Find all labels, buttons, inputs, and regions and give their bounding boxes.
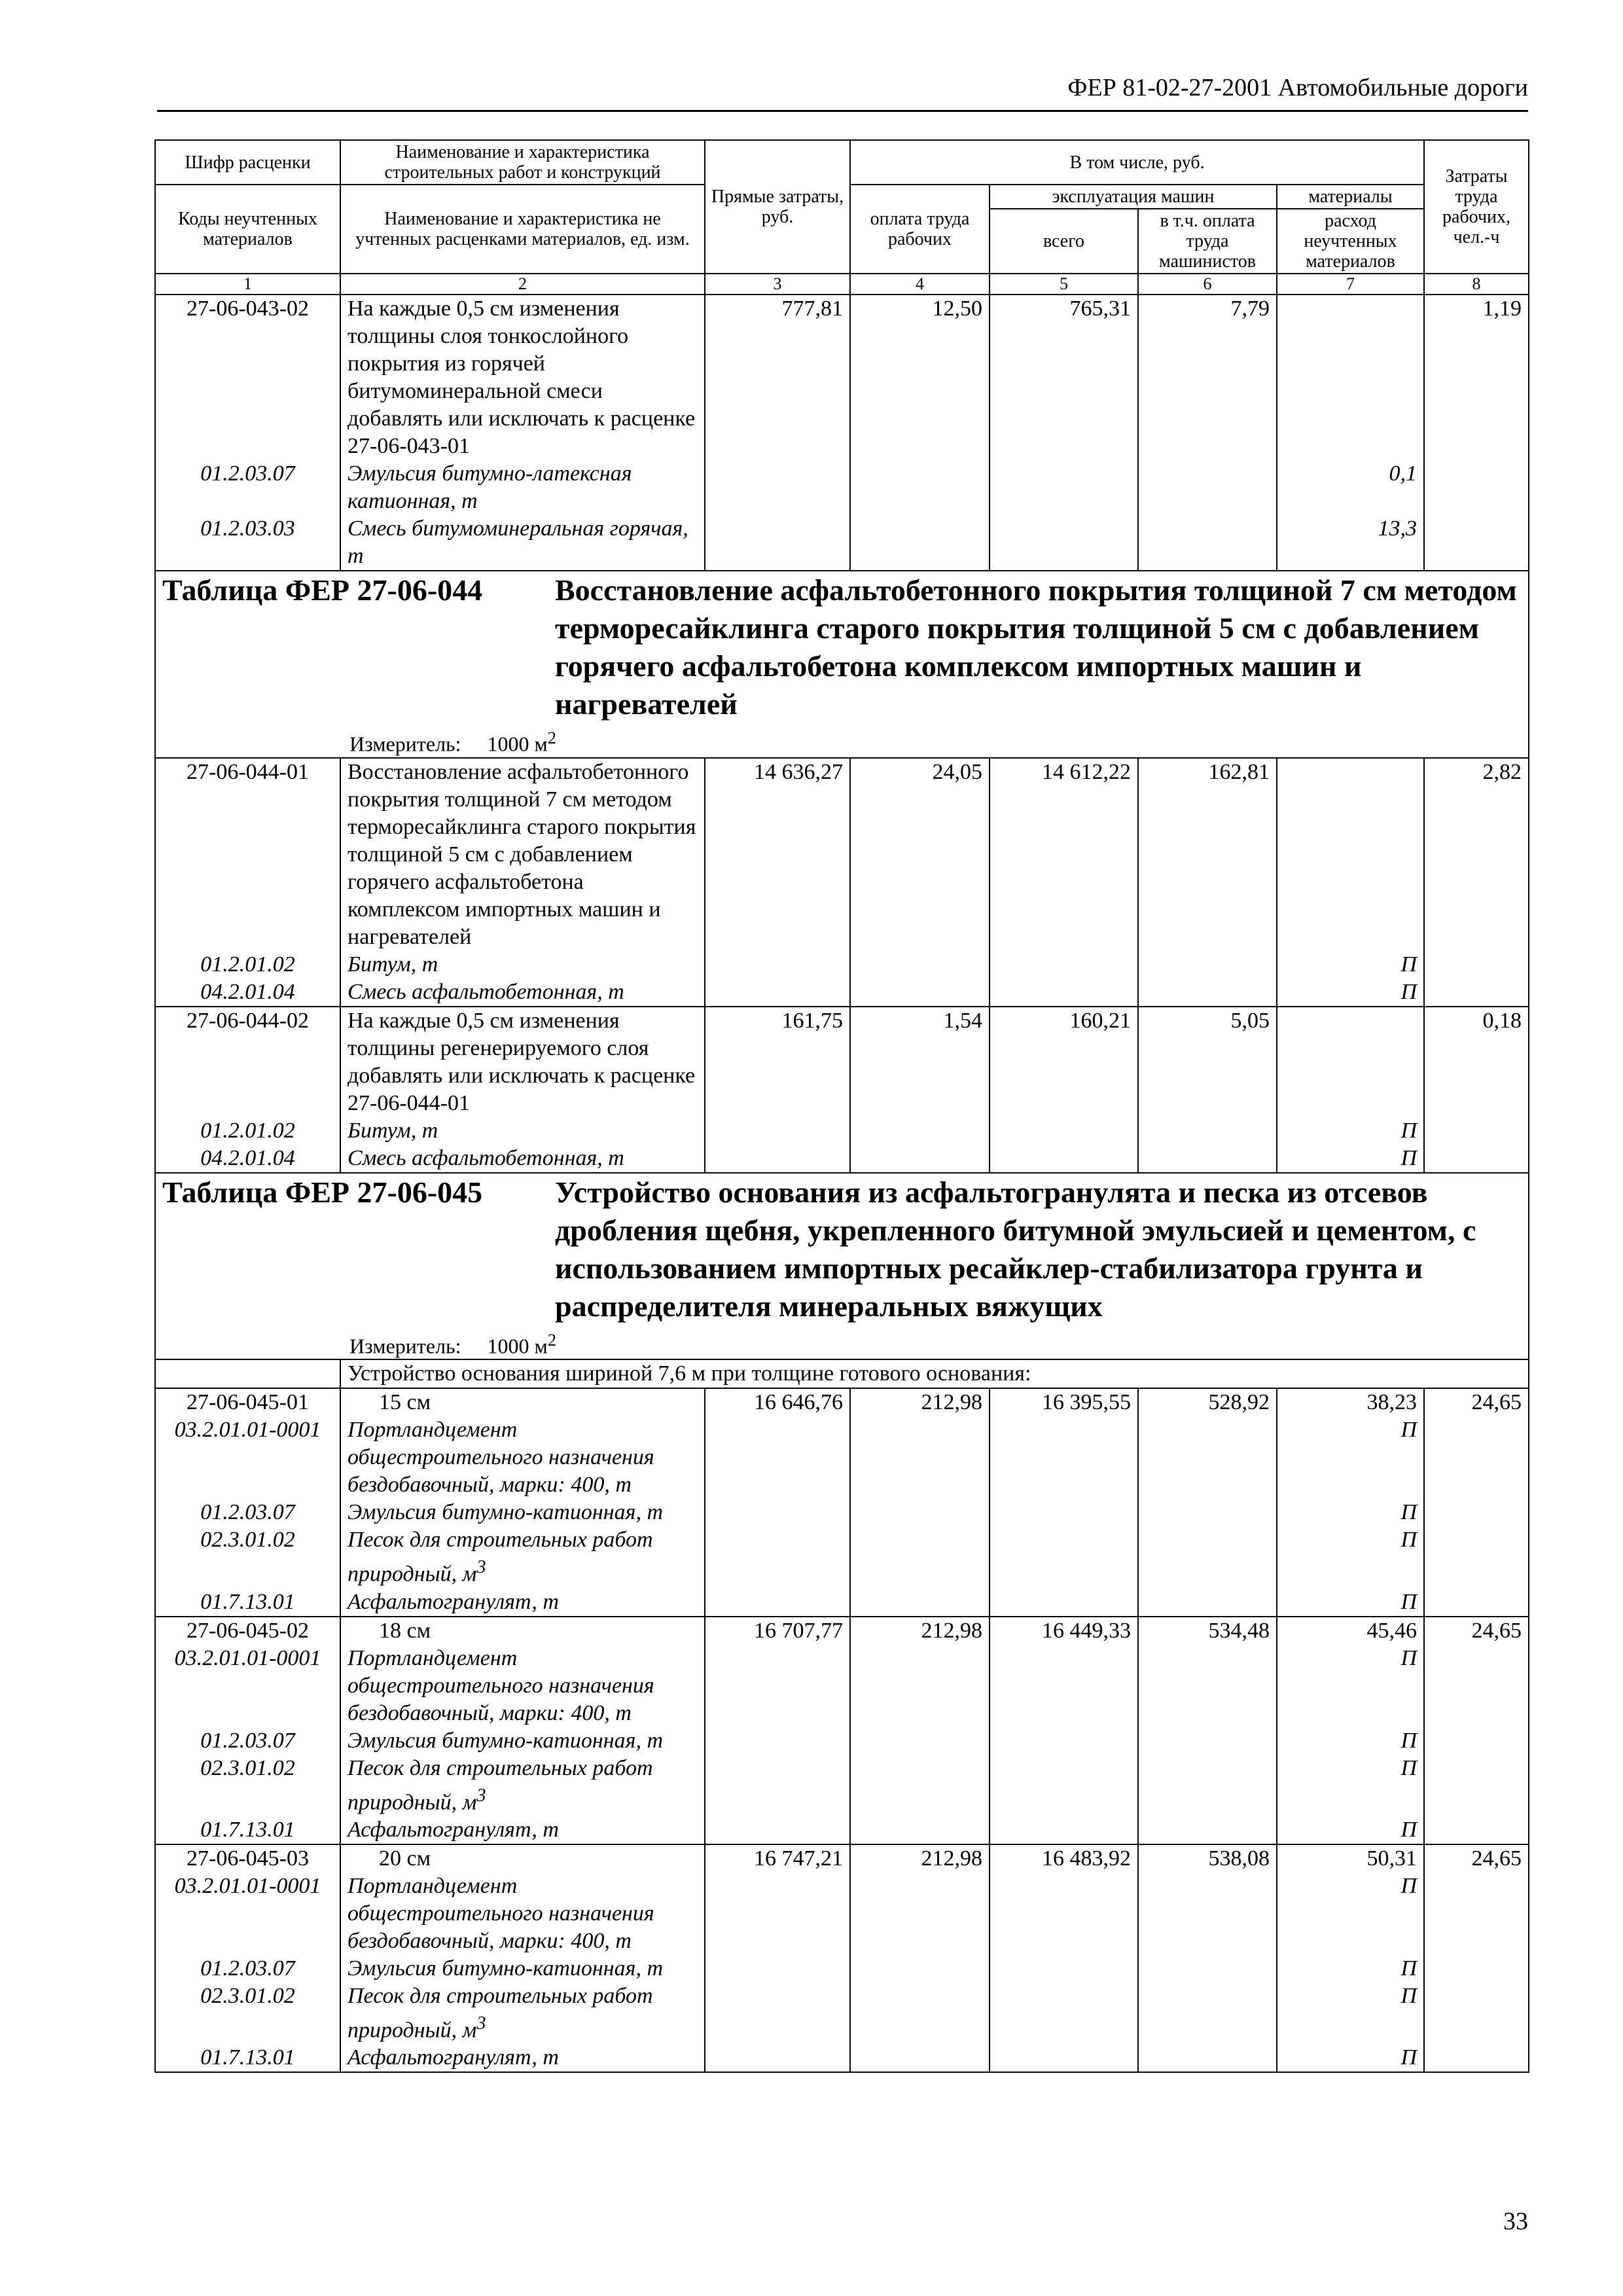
rate-code: 27-06-044-02 (155, 1007, 340, 1117)
material-name: Смесь асфальтобетонная, т (340, 978, 705, 1007)
unit-sup: 3 (476, 2013, 486, 2034)
material-row (155, 2044, 1529, 2072)
direct-cost: 777,81 (705, 295, 850, 460)
material-name: Асфальтогранулят, т (340, 1588, 705, 1617)
material-code: 01.2.01.02 (155, 1117, 340, 1145)
material-qty: П (1277, 1727, 1424, 1755)
machinist-cost: 534,48 (1138, 1617, 1277, 1645)
material-name: Смесь асфальтобетонная, т (340, 1145, 705, 1173)
unit-sup: 3 (476, 1557, 486, 1578)
measure-sup: 2 (547, 1329, 557, 1350)
material-row (155, 1117, 1529, 1145)
material-row (155, 951, 1529, 978)
material-qty: 13,3 (1277, 515, 1424, 571)
material-name: Портландцемент общестроительного назначения бездобавочный, марки: 400, т (340, 1645, 705, 1727)
direct-cost: 16 707,77 (705, 1617, 850, 1645)
material-name: Эмульсия битумно-катионная, т (340, 1499, 705, 1526)
material-name-text: Песок для строительных работ природный, м (348, 1528, 653, 1587)
col-number: 4 (850, 274, 990, 295)
material-code: 03.2.01.01-0001 (155, 1645, 340, 1727)
direct-cost: 16 646,76 (705, 1388, 850, 1416)
material-qty: 0,1 (1277, 460, 1424, 515)
material-qty: П (1277, 1755, 1424, 1816)
material-code: 01.2.03.03 (155, 515, 340, 571)
col-number: 3 (705, 274, 850, 295)
material-code: 01.7.13.01 (155, 2044, 340, 2072)
material-cost (1277, 295, 1424, 460)
measure-sup: 2 (547, 728, 557, 747)
material-qty: П (1277, 1416, 1424, 1499)
material-row (155, 460, 1529, 515)
machine-cost: 16 483,92 (990, 1844, 1138, 1873)
material-qty: П (1277, 1816, 1424, 1844)
page-number: 33 (1503, 2208, 1528, 2235)
material-code: 04.2.01.04 (155, 1145, 340, 1173)
running-header (157, 65, 1528, 112)
col-hours-header: Затраты труда рабочих, чел.-ч (1424, 140, 1529, 274)
rate-code: 27-06-045-02 (155, 1617, 340, 1645)
material-row (155, 978, 1529, 1007)
rate-row (155, 758, 1529, 951)
material-qty: П (1277, 1955, 1424, 1982)
rate-code: 27-06-045-03 (155, 1844, 340, 1873)
measure-value: 1000 м (487, 1334, 548, 1358)
material-name: Асфальтогранулят, т (340, 2044, 705, 2072)
material-qty: П (1277, 951, 1424, 978)
material-code: 04.2.01.04 (155, 978, 340, 1007)
material-code: 01.7.13.01 (155, 1816, 340, 1844)
material-name (340, 1526, 705, 1588)
labor-hours: 24,65 (1424, 1844, 1529, 1873)
material-name: Эмульсия битумно-катионная, т (340, 1955, 705, 1982)
table-header (155, 140, 1529, 295)
rate-row (155, 1007, 1529, 1117)
labor-hours: 1,19 (1424, 295, 1529, 460)
material-code: 02.3.01.02 (155, 1755, 340, 1816)
rate-row (155, 295, 1529, 460)
section-label: Таблица ФЕР 27-06-044 (162, 573, 483, 607)
material-qty: П (1277, 1499, 1424, 1526)
material-row (155, 1526, 1529, 1588)
material-row (155, 1816, 1529, 1844)
col-number: 6 (1138, 274, 1277, 295)
rate-code: 27-06-043-02 (155, 295, 340, 460)
material-qty: П (1277, 978, 1424, 1007)
col-code-header: Шифр расценки (155, 140, 340, 185)
labor-cost: 1,54 (850, 1007, 990, 1117)
material-name: Эмульсия битумно-катионная, т (340, 1727, 705, 1755)
machinist-cost: 528,92 (1138, 1388, 1277, 1416)
material-name (340, 1755, 705, 1816)
material-code: 01.2.01.02 (155, 951, 340, 978)
material-code: 02.3.01.02 (155, 1526, 340, 1588)
col-mach-group-header: эксплуатация машин (990, 185, 1277, 209)
section-label: Таблица ФЕР 27-06-045 (162, 1175, 483, 1209)
rate-row (155, 1388, 1529, 1416)
rate-name: 18 см (340, 1617, 705, 1645)
machine-cost: 14 612,22 (990, 758, 1138, 951)
col-mat-group-header: материалы (1277, 185, 1424, 209)
rate-row (155, 1617, 1529, 1645)
rate-code: 27-06-044-01 (155, 758, 340, 951)
col-number: 7 (1277, 274, 1424, 295)
material-name: Смесь битумоминеральная горячая, т (340, 515, 705, 571)
section-title: Восстановление асфальтобетонного покрытия толщиной 7 см методом терморесайклинга старого покрытия толщиной 5 см с добавлением горячего асфальтобетона комплексом импортных машин и нагревателей (555, 573, 1517, 721)
machinist-cost: 7,79 (1138, 295, 1277, 460)
material-row (155, 1755, 1529, 1816)
col-number: 8 (1424, 274, 1529, 295)
direct-cost: 14 636,27 (705, 758, 850, 951)
material-qty: П (1277, 1873, 1424, 1955)
material-cost: 45,46 (1277, 1617, 1424, 1645)
rate-name: На каждые 0,5 см изменения толщины слоя тонкослойного покрытия из горячей битумоминеральной смеси добавлять или исключать к расценке 27-06-043-01 (340, 295, 705, 460)
col-matcode-header: Коды неучтенных материалов (155, 185, 340, 274)
machine-cost: 16 395,55 (990, 1388, 1138, 1416)
material-code: 01.7.13.01 (155, 1588, 340, 1617)
section-measure (162, 725, 1522, 757)
material-row (155, 1416, 1529, 1499)
machine-cost: 160,21 (990, 1007, 1138, 1117)
material-qty: П (1277, 1982, 1424, 2044)
col-incl-header: В том числе, руб. (850, 140, 1424, 185)
machine-cost: 16 449,33 (990, 1617, 1138, 1645)
col-number: 5 (990, 274, 1138, 295)
column-numbers (155, 274, 1529, 295)
rate-row (155, 1844, 1529, 1873)
material-name: Портландцемент общестроительного назначения бездобавочный, марки: 400, т (340, 1873, 705, 1955)
material-row (155, 1499, 1529, 1526)
col-mat-header: расход неучтенных материалов (1277, 209, 1424, 274)
material-qty: П (1277, 1645, 1424, 1727)
material-code: 01.2.03.07 (155, 1727, 340, 1755)
direct-cost: 16 747,21 (705, 1844, 850, 1873)
material-row (155, 1982, 1529, 2044)
price-table (154, 139, 1529, 2073)
col-labor-header: оплата труда рабочих (850, 185, 990, 274)
material-code: 03.2.01.01-0001 (155, 1873, 340, 1955)
rate-name: 20 см (340, 1844, 705, 1873)
col-number: 1 (155, 274, 340, 295)
material-qty: П (1277, 1117, 1424, 1145)
machinist-cost: 162,81 (1138, 758, 1277, 951)
rate-name: Восстановление асфальтобетонного покрытия толщиной 7 см методом терморесайклинга старого покрытия толщиной 5 см с добавлением горячего асфальтобетона комплексом импортных машин и нагревателей (340, 758, 705, 951)
labor-hours: 0,18 (1424, 1007, 1529, 1117)
material-name-text: Песок для строительных работ природный, м (348, 1755, 653, 1814)
material-name (340, 1982, 705, 2044)
subheader-row (155, 1359, 1529, 1388)
material-qty: П (1277, 1526, 1424, 1588)
material-row (155, 1955, 1529, 1982)
labor-cost: 12,50 (850, 295, 990, 460)
machinist-cost: 538,08 (1138, 1844, 1277, 1873)
material-name: Эмульсия битумно-латексная катионная, т (340, 460, 705, 515)
labor-hours: 24,65 (1424, 1388, 1529, 1416)
col-matname-header: Наименование и характеристика не учтенных расценками материалов, ед. изм. (340, 185, 705, 274)
direct-cost: 161,75 (705, 1007, 850, 1117)
rate-code: 27-06-045-01 (155, 1388, 340, 1416)
labor-hours: 2,82 (1424, 758, 1529, 951)
material-qty: П (1277, 2044, 1424, 2072)
material-cost (1277, 758, 1424, 951)
material-row (155, 1645, 1529, 1727)
rate-name: 15 см (340, 1388, 705, 1416)
unit-sup: 3 (476, 1785, 486, 1806)
material-row (155, 1873, 1529, 1955)
labor-cost: 212,98 (850, 1844, 990, 1873)
material-cost (1277, 1007, 1424, 1117)
measure-value: 1000 м (487, 732, 548, 756)
material-name: Битум, т (340, 1117, 705, 1145)
labor-hours: 24,65 (1424, 1617, 1529, 1645)
labor-cost: 212,98 (850, 1617, 990, 1645)
material-name: Асфальтогранулят, т (340, 1816, 705, 1844)
measure-label: Измеритель: (349, 1334, 461, 1358)
material-code: 01.2.03.07 (155, 1955, 340, 1982)
material-row (155, 515, 1529, 571)
col-number: 2 (340, 274, 705, 295)
material-cost: 50,31 (1277, 1844, 1424, 1873)
machine-cost: 765,31 (990, 295, 1138, 460)
subheader-text: Устройство основания шириной 7,6 м при толщине готового основания: (340, 1359, 1529, 1388)
document-title: ФЕР 81-02-27-2001 Автомобильные дороги (1067, 74, 1528, 101)
measure-label: Измеритель: (349, 732, 461, 756)
material-code: 03.2.01.01-0001 (155, 1416, 340, 1499)
col-mach-labor-header: в т.ч. оплата труда машинистов (1138, 209, 1277, 274)
section-title: Устройство основания из асфальтогранулята и песка из отсевов дробления щебня, укрепленного битумной эмульсией и цементом, с использованием импортных ресайклер-стабилизатора грунта и распределителя минеральных вяжущих (555, 1175, 1476, 1323)
material-row (155, 1588, 1529, 1617)
material-qty: П (1277, 1145, 1424, 1173)
section-measure (162, 1327, 1522, 1359)
material-code: 01.2.03.07 (155, 1499, 340, 1526)
material-row (155, 1145, 1529, 1173)
col-name-header: Наименование и характеристика строительных работ и конструкций (340, 140, 705, 185)
material-cost: 38,23 (1277, 1388, 1424, 1416)
col-mach-total-header: всего (990, 209, 1138, 274)
rate-name: На каждые 0,5 см изменения толщины регенерируемого слоя добавлять или исключать к расценке 27-06-044-01 (340, 1007, 705, 1117)
material-row (155, 1727, 1529, 1755)
table-section (155, 1173, 1529, 1360)
machinist-cost: 5,05 (1138, 1007, 1277, 1117)
material-name: Портландцемент общестроительного назначения бездобавочный, марки: 400, т (340, 1416, 705, 1499)
material-name-text: Песок для строительных работ природный, м (348, 1983, 653, 2043)
material-name: Битум, т (340, 951, 705, 978)
labor-cost: 212,98 (850, 1388, 990, 1416)
material-code: 01.2.03.07 (155, 460, 340, 515)
table-section (155, 571, 1529, 758)
col-direct-header: Прямые затраты, руб. (705, 140, 850, 274)
material-qty: П (1277, 1588, 1424, 1617)
labor-cost: 24,05 (850, 758, 990, 951)
material-code: 02.3.01.02 (155, 1982, 340, 2044)
